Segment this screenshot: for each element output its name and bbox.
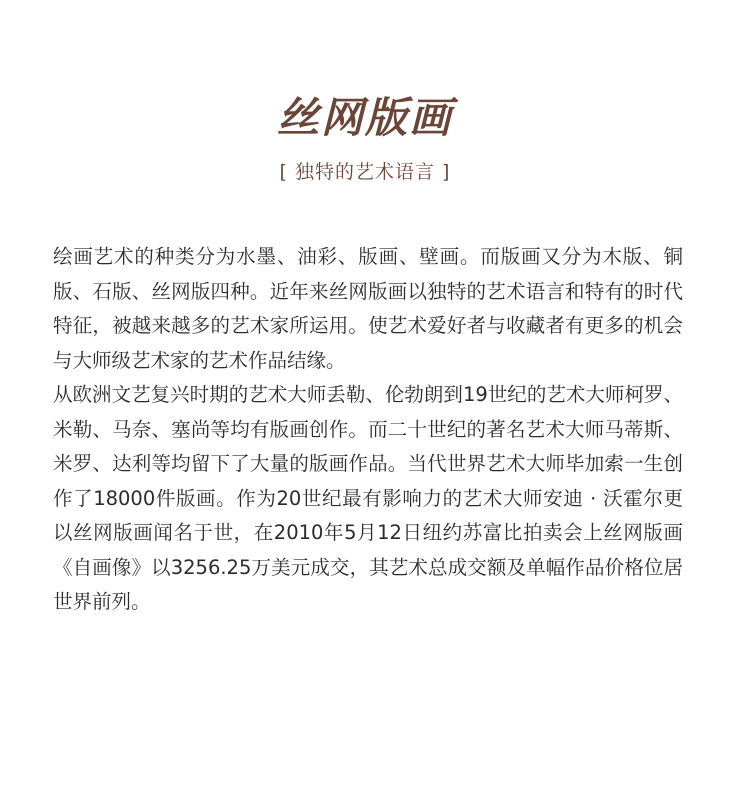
paragraph-history: 从欧洲文艺复兴时期的艺术大师丢勒、伦勃朗到19世纪的艺术大师柯罗、米勒、马奈、塞尚等均有版画创作。而二十世纪的著名艺术大师马蒂斯、米罗、达利等均留下了大量的版画作品。当代世界艺术大师毕加索一生创作了18000件版画。作为20世纪最有影响力的艺术大师安迪 · 沃霍尔更以丝网版画闻名于世，在2010年5月12日纽约苏富比拍卖会上丝网版画《自画像》以3256.25万美元成交，其艺术总成交额及单幅作品价格位居世界前列。 — [53, 383, 683, 613]
article-body — [53, 240, 683, 620]
paragraph-intro: 绘画艺术的种类分为水墨、油彩、版画、壁画。而版画又分为木版、铜版、石版、丝网版四种。近年来丝网版画以独特的艺术语言和特有的时代特征，被越来越多的艺术家所运用。使艺术爱好者与收藏者有更多的机会与大师级艺术家的艺术作品结缘。 — [53, 245, 683, 372]
page-title: 丝网版画 — [276, 93, 453, 142]
page-subtitle: [ 独特的艺术语言 ] — [279, 161, 451, 183]
